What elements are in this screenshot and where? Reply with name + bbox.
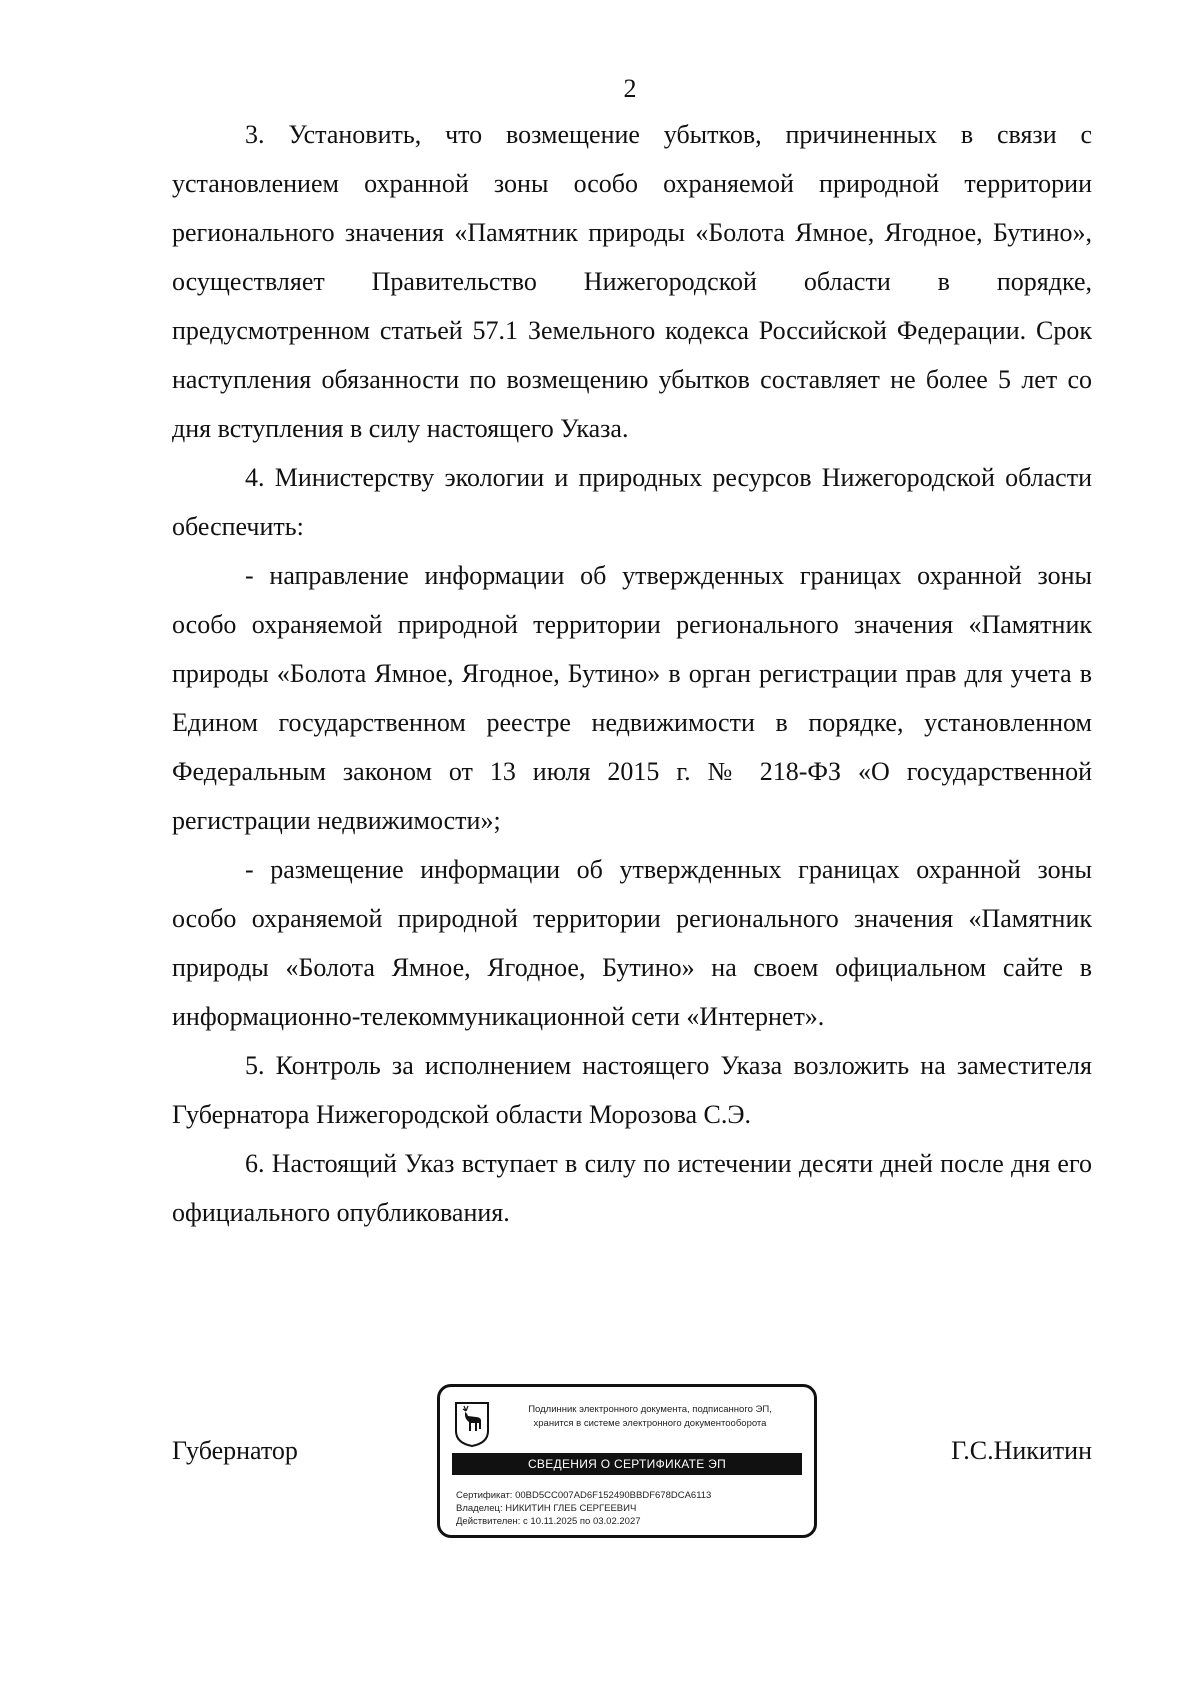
paragraph-5: 5. Контроль за исполнением настоящего Указа возложить на заместителя Губернатора Нижегородской области Морозова С.Э. xyxy=(172,1051,1092,1129)
electronic-signature-stamp xyxy=(437,1384,817,1538)
stamp-notice-line-1: Подлинник электронного документа, подписанного ЭП, xyxy=(528,1404,772,1415)
signature-block xyxy=(172,1384,1092,1544)
page-number: 2 xyxy=(623,74,637,103)
signer-title: Губернатор xyxy=(172,1436,298,1465)
paragraph-6: 6. Настоящий Указ вступает в силу по истечении десяти дней после дня его официального опубликования. xyxy=(172,1149,1092,1227)
paragraph-4-item-1: - направление информации об утвержденных границах охранной зоны особо охраняемой природной территории регионального значения «Памятник природы «Болота Ямное, Ягодное, Бутино» в орган регистрации прав для учета в Едином государственном реестре недвижимости в порядке, установленном Федеральным законом от 13 июля 2015 г. № 218-ФЗ «О государственной регистрации недвижимости»; xyxy=(172,561,1092,835)
stamp-owner: Владелец: НИКИТИН ГЛЕБ СЕРГЕЕВИЧ xyxy=(456,1503,637,1514)
stamp-notice xyxy=(500,1403,800,1431)
deer-coat-of-arms-icon xyxy=(454,1401,490,1447)
paragraph-4: 4. Министерству экологии и природных ресурсов Нижегородской области обеспечить: xyxy=(172,463,1092,541)
stamp-notice-line-2: хранится в системе электронного документооборота xyxy=(533,1418,767,1429)
paragraph-3: 3. Установить, что возмещение убытков, причиненных в связи с установлением охранной зоны особо охраняемой природной территории регионального значения «Памятник природы «Болота Ямное, Ягодное, Бутино», осуществляет Правительство Нижегородской области в порядке, предусмотренном статьей 57.1 Земельного кодекса Российской Федерации. Срок наступления обязанности по возмещению убытков составляет не более 5 лет со дня вступления в силу настоящего Указа. xyxy=(172,120,1092,443)
stamp-details xyxy=(456,1489,806,1528)
document-body xyxy=(172,110,1092,1237)
stamp-validity: Действителен: с 10.11.2025 по 03.02.2027 xyxy=(456,1516,641,1527)
paragraph-4-item-2: - размещение информации об утвержденных границах охранной зоны особо охраняемой природной территории регионального значения «Памятник природы «Болота Ямное, Ягодное, Бутино» на своем официальном сайте в информационно-телекоммуникационной сети «Интернет». xyxy=(172,855,1092,1031)
stamp-certificate: Сертификат: 00BD5CC007AD6F152490BBDF678DCA6113 xyxy=(456,1490,712,1501)
signer-name: Г.С.Никитин xyxy=(951,1436,1092,1465)
stamp-header: СВЕДЕНИЯ О СЕРТИФИКАТЕ ЭП xyxy=(452,1453,802,1475)
